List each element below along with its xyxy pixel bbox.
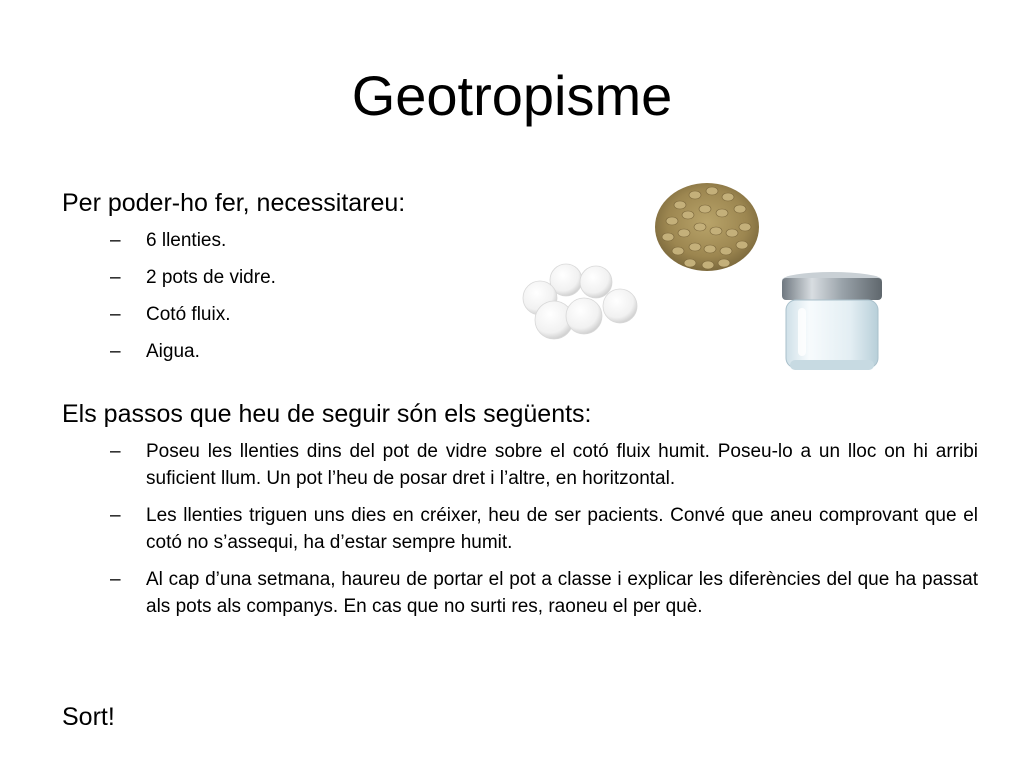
lentils-icon [650, 175, 765, 275]
bullet-dash: – [110, 304, 121, 325]
list-item: – Poseu les llenties dins del pot de vidre sobre el cotó fluix humit. Poseu-lo a un lloc on hi arribi suficient llum. Un pot l’heu de posar dret i l’altre, en horitzontal. [110, 438, 978, 492]
list-item: – Aigua. [110, 341, 200, 362]
bullet-dash: – [110, 230, 121, 251]
steps-list [110, 438, 978, 630]
list-item: – 6 llenties. [110, 230, 227, 251]
list-item: – Al cap d’una setmana, haureu de portar el pot a classe i explicar les diferències del que ha passat als pots als companys. En cas que no surti res, raoneu el per què. [110, 566, 978, 620]
closing-text: Sort! [62, 703, 115, 731]
jar-icon [776, 268, 888, 378]
glass-jar-image [776, 268, 888, 378]
slide-title: Geotropisme [351, 64, 673, 127]
bullet-dash: – [110, 441, 121, 462]
materials-heading: Per poder-ho fer, necessitareu: [62, 189, 406, 217]
list-item: – Cotó fluix. [110, 304, 231, 325]
cotton-balls-image [518, 258, 643, 343]
lentils-image [650, 175, 765, 275]
steps-heading: Els passos que heu de seguir són els següents: [62, 400, 592, 428]
cotton-icon [518, 258, 643, 343]
materials-list [110, 229, 276, 377]
bullet-dash: – [110, 569, 121, 590]
list-item: – Les llenties triguen uns dies en créixer, heu de ser pacients. Convé que aneu comprovant que el cotó no s’assequi, ha d’estar sempre humit. [110, 502, 978, 556]
list-item: – 2 pots de vidre. [110, 267, 276, 288]
bullet-dash: – [110, 341, 121, 362]
bullet-dash: – [110, 267, 121, 288]
bullet-dash: – [110, 505, 121, 526]
